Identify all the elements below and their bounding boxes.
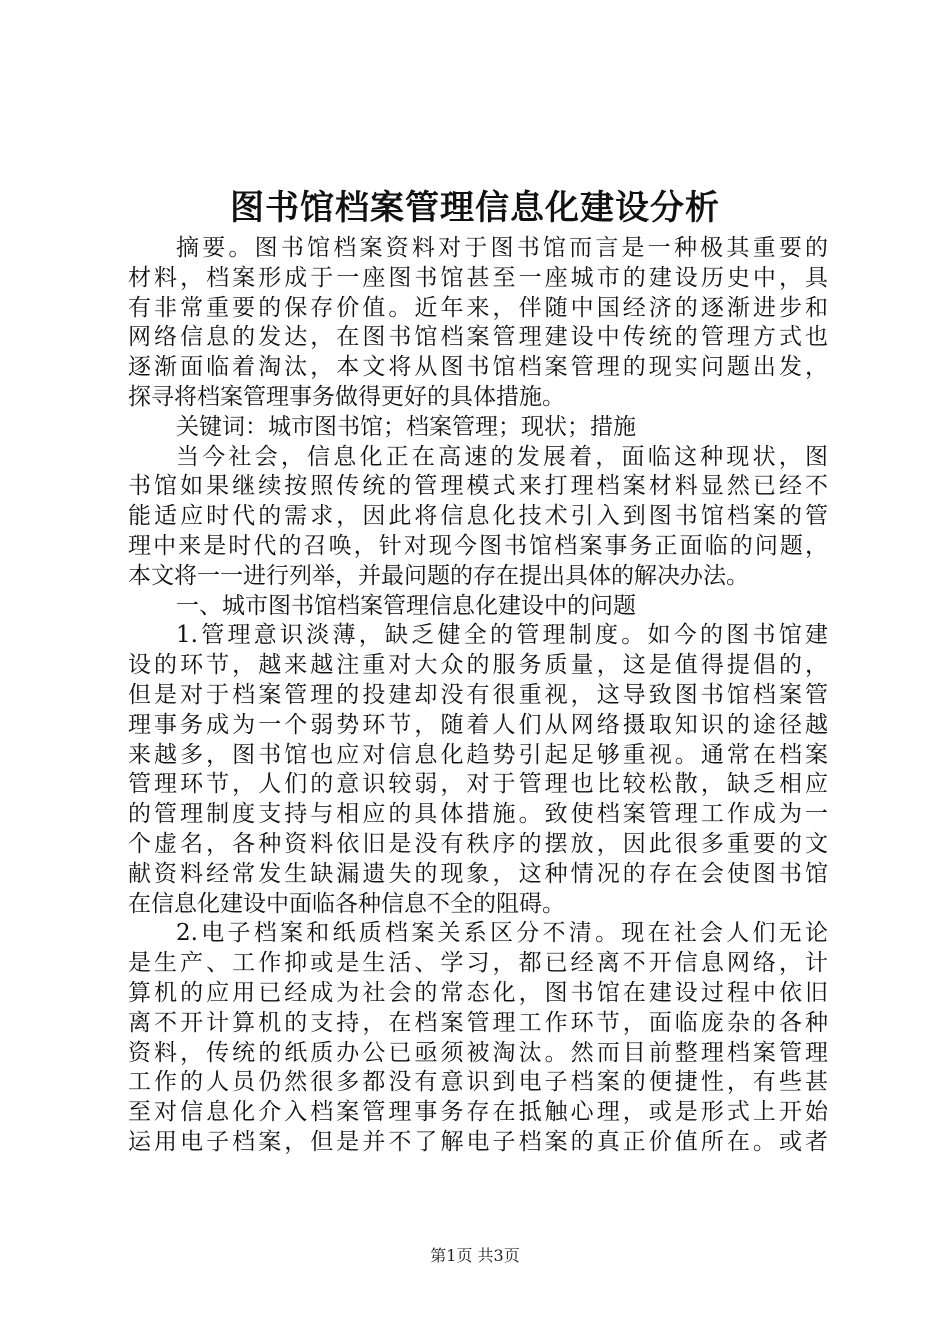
text-line: 本文将一一进行列举，并最问题的存在提出具体的解决办法。 bbox=[128, 562, 749, 589]
document-body bbox=[128, 234, 828, 1158]
text-line: 材料，档案形成于一座图书馆甚至一座城市的建设历史中，具 bbox=[128, 264, 828, 291]
text-line: 1.管理意识淡薄，缺乏健全的管理制度。如今的图书馆建 bbox=[176, 622, 828, 649]
text-line: 献资料经常发生缺漏遗失的现象，这种情况的存在会使图书馆 bbox=[128, 860, 828, 887]
text-line: 逐渐面临着淘汰，本文将从图书馆档案管理的现实问题出发， bbox=[128, 354, 828, 381]
text-line: 探寻将档案管理事务做得更好的具体措施。 bbox=[128, 383, 565, 410]
text-line: 2.电子档案和纸质档案关系区分不清。现在社会人们无论 bbox=[176, 920, 828, 947]
text-line: 的管理制度支持与相应的具体措施。致使档案管理工作成为一 bbox=[128, 801, 828, 828]
section-heading: 一、城市图书馆档案管理信息化建设中的问题 bbox=[176, 592, 636, 619]
text-line: 能适应时代的需求，因此将信息化技术引入到图书馆档案的管 bbox=[128, 503, 828, 530]
document-title: 图书馆档案管理信息化建设分析 bbox=[230, 188, 720, 228]
text-line: 是生产、工作抑或是生活、学习，都已经离不开信息网络，计 bbox=[128, 950, 828, 977]
text-line: 算机的应用已经成为社会的常态化，图书馆在建设过程中依旧 bbox=[128, 979, 828, 1006]
text-line: 理中来是时代的召唤，针对现今图书馆档案事务正面临的问题， bbox=[128, 532, 828, 559]
text-line: 摘要。图书馆档案资料对于图书馆而言是一种极其重要的 bbox=[176, 235, 828, 261]
text-line: 在信息化建设中面临各种信息不全的阻碍。 bbox=[128, 890, 565, 917]
text-line: 至对信息化介入档案管理事务存在抵触心理，或是形式上开始 bbox=[128, 1099, 828, 1126]
text-line: 来越多，图书馆也应对信息化趋势引起足够重视。通常在档案 bbox=[128, 741, 828, 768]
text-line: 运用电子档案，但是并不了解电子档案的真正价值所在。或者 bbox=[128, 1128, 828, 1155]
text-line: 网络信息的发达，在图书馆档案管理建设中传统的管理方式也 bbox=[128, 324, 828, 351]
text-line: 离不开计算机的支持，在档案管理工作环节，面临庞杂的各种 bbox=[128, 1009, 828, 1036]
text-line: 有非常重要的保存价值。近年来，伴随中国经济的逐渐进步和 bbox=[128, 294, 828, 321]
text-line: 书馆如果继续按照传统的管理模式来打理档案材料显然已经不 bbox=[128, 473, 828, 500]
keywords-line: 关键词：城市图书馆；档案管理；现状；措施 bbox=[176, 413, 636, 440]
text-line: 工作的人员仍然很多都没有意识到电子档案的便捷性，有些甚 bbox=[128, 1069, 828, 1096]
text-line: 管理环节，人们的意识较弱，对于管理也比较松散，缺乏相应 bbox=[128, 771, 828, 798]
text-line: 个虚名，各种资料依旧是没有秩序的摆放，因此很多重要的文 bbox=[128, 830, 828, 857]
text-line: 理事务成为一个弱势环节，随着人们从网络摄取知识的途径越 bbox=[128, 711, 828, 738]
text-line: 资料，传统的纸质办公已亟须被淘汰。然而目前整理档案管理 bbox=[128, 1039, 828, 1066]
page-footer: 第1页 共3页 bbox=[430, 1246, 520, 1265]
text-line: 当今社会，信息化正在高速的发展着，面临这种现状，图 bbox=[176, 443, 828, 470]
text-line: 但是对于档案管理的投建却没有很重视，这导致图书馆档案管 bbox=[128, 681, 828, 708]
text-line: 设的环节，越来越注重对大众的服务质量，这是值得提倡的， bbox=[128, 652, 828, 679]
